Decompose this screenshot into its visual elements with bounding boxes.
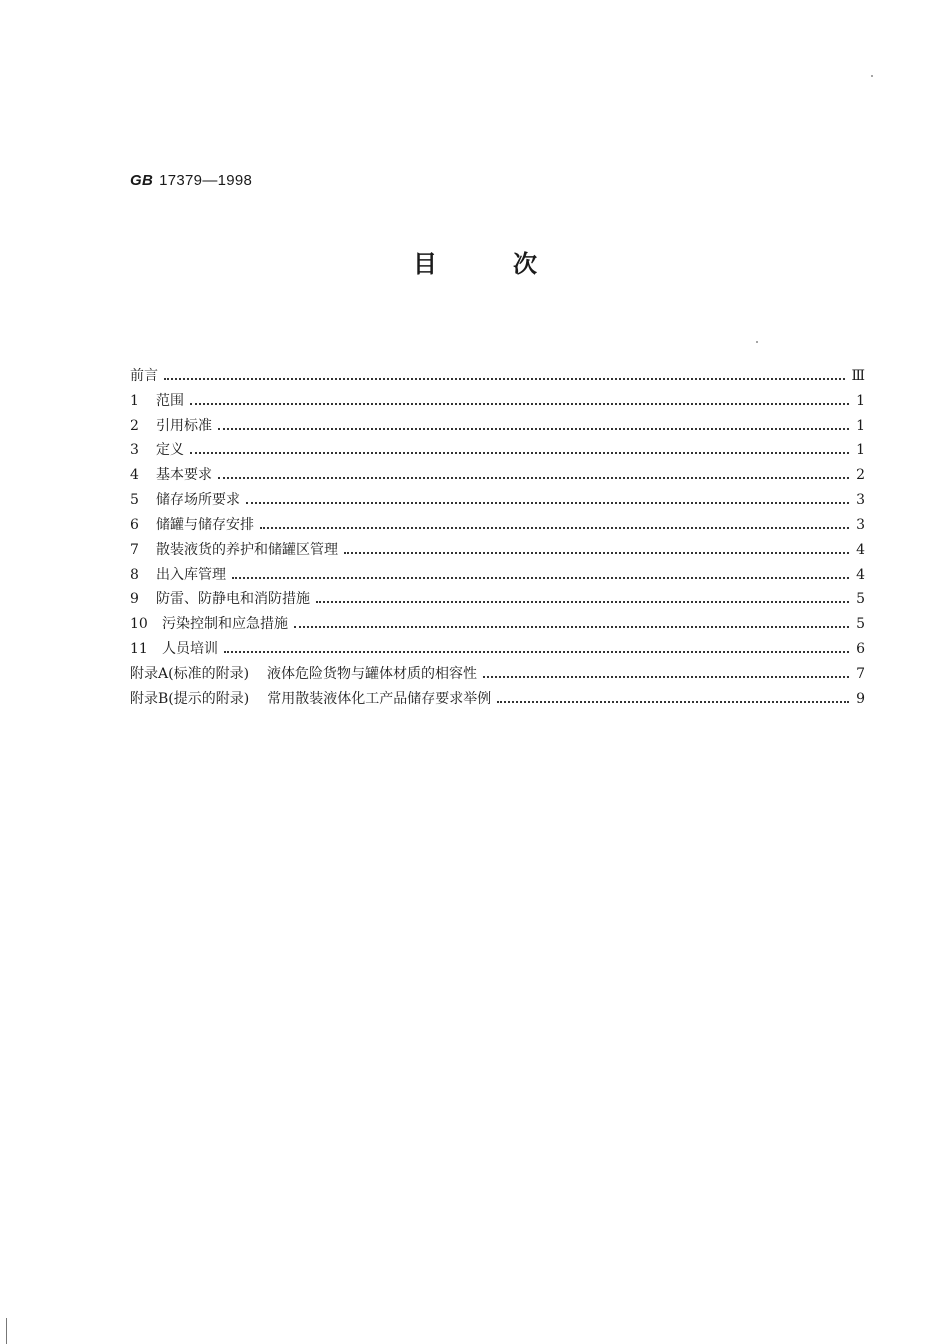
toc-page-number: 2 <box>856 467 865 484</box>
scan-speck <box>871 75 873 77</box>
toc-entry-number: 6 <box>130 516 139 533</box>
toc-entry-label: 8 出入库管理 <box>130 566 226 583</box>
toc-entry-11[interactable] <box>130 633 865 658</box>
toc-entry-8[interactable] <box>130 559 865 584</box>
toc-entry-number: 2 <box>130 417 139 434</box>
toc-entry-3[interactable] <box>130 435 865 460</box>
toc-leader-dots <box>294 625 849 628</box>
toc-entry-number: 8 <box>130 566 139 583</box>
toc-entry-label: 6 储罐与储存安排 <box>130 516 254 533</box>
toc-leader-dots <box>246 501 849 504</box>
toc-leader-dots <box>218 427 849 430</box>
toc-entry-1[interactable] <box>130 385 865 410</box>
scan-speck <box>756 341 758 343</box>
toc-leader-dots <box>190 402 849 405</box>
toc-entry-number: 3 <box>130 442 139 459</box>
toc-entry-label: 10 污染控制和应急措施 <box>130 616 288 633</box>
toc-entry-number: 5 <box>130 492 139 509</box>
toc-entry-number: 11 <box>130 641 148 658</box>
toc-appendix-tag: 附录A(标准的附录) <box>130 665 250 682</box>
toc-leader-dots <box>316 600 849 603</box>
toc-entry-5[interactable] <box>130 484 865 509</box>
toc-page-number: 1 <box>856 417 865 434</box>
toc-leader-dots <box>497 700 849 703</box>
toc-entry-2[interactable] <box>130 410 865 435</box>
toc-entry-10[interactable] <box>130 608 865 633</box>
toc-appendix-tag: 附录B(提示的附录) <box>130 690 250 707</box>
standard-prefix: GB <box>130 172 154 189</box>
toc-entry-preface[interactable] <box>130 360 865 385</box>
toc-leader-dots <box>260 526 849 529</box>
toc-entry-label: 3 定义 <box>130 442 184 459</box>
toc-leader-dots <box>483 675 849 678</box>
toc-entry-appendix-b[interactable] <box>130 683 865 708</box>
toc-page-number: Ⅲ <box>851 367 865 384</box>
toc-entry-label: 11 人员培训 <box>130 641 218 658</box>
toc-entry-7[interactable] <box>130 534 865 559</box>
toc-entry-number: 4 <box>130 467 139 484</box>
table-of-contents <box>130 360 865 708</box>
toc-entry-label: 前言 <box>130 367 158 384</box>
toc-entry-number: 9 <box>130 591 139 608</box>
toc-entry-label: 2 引用标准 <box>130 417 212 434</box>
toc-entry-label: 7 散装液货的养护和储罐区管理 <box>130 541 338 558</box>
toc-entry-label: 4 基本要求 <box>130 467 212 484</box>
standard-number: 17379—1998 <box>159 172 253 189</box>
toc-page-number: 5 <box>856 616 865 633</box>
toc-entry-number: 7 <box>130 541 139 558</box>
toc-entry-number: 10 <box>130 616 148 633</box>
toc-page-number: 3 <box>856 516 865 533</box>
toc-entry-appendix-a[interactable] <box>130 658 865 683</box>
toc-leader-dots <box>224 650 849 653</box>
toc-leader-dots <box>344 551 849 554</box>
toc-entry-number: 1 <box>130 392 139 409</box>
toc-leader-dots <box>190 451 849 454</box>
toc-entry-6[interactable] <box>130 509 865 534</box>
toc-page-number: 1 <box>856 392 865 409</box>
scan-edge-mark <box>6 1318 29 1344</box>
toc-entry-label: 1 范围 <box>130 392 184 409</box>
toc-leader-dots <box>218 476 849 479</box>
toc-page-number: 1 <box>856 442 865 459</box>
toc-entry-label: 5 储存场所要求 <box>130 492 240 509</box>
toc-page-number: 7 <box>856 665 865 682</box>
standard-code <box>130 172 252 189</box>
toc-page-number: 9 <box>856 690 865 707</box>
toc-page-number: 4 <box>856 541 865 558</box>
toc-title: 目次 <box>413 250 613 278</box>
toc-page-number: 6 <box>856 641 865 658</box>
toc-page-number: 5 <box>856 591 865 608</box>
toc-leader-dots <box>164 377 845 380</box>
toc-entry-label: 附录B(提示的附录) 常用散装液体化工产品储存要求举例 <box>130 690 492 707</box>
toc-page-number: 4 <box>856 566 865 583</box>
toc-entry-label: 9 防雷、防静电和消防措施 <box>130 591 310 608</box>
toc-entry-4[interactable] <box>130 459 865 484</box>
toc-leader-dots <box>232 576 849 579</box>
toc-entry-label: 附录A(标准的附录) 液体危险货物与罐体材质的相容性 <box>130 665 478 682</box>
toc-entry-9[interactable] <box>130 584 865 609</box>
toc-page-number: 3 <box>856 492 865 509</box>
